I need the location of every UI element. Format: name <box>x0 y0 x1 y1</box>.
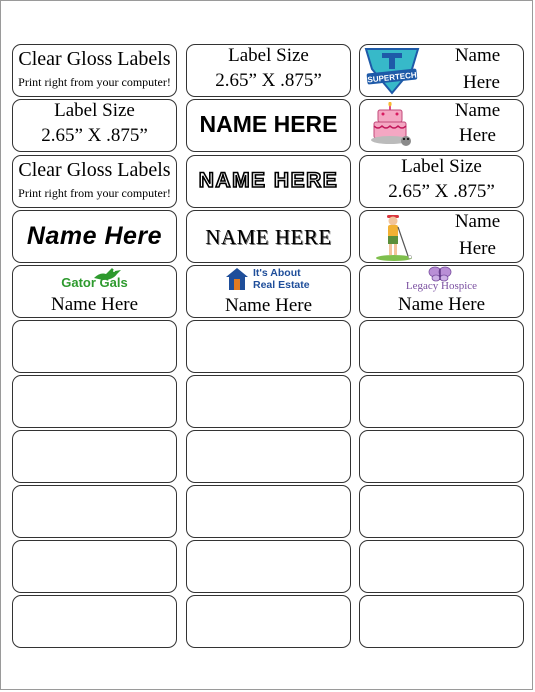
label-subtitle: Print right from your computer! <box>18 186 171 200</box>
label-r2c2[interactable] <box>359 155 524 208</box>
blank-label[interactable] <box>186 430 351 483</box>
label-r3c0[interactable] <box>12 210 177 263</box>
label-size-heading: Label Size <box>54 100 135 121</box>
label-size-heading: Label Size <box>401 156 482 177</box>
blank-label[interactable] <box>359 485 524 538</box>
blank-label[interactable] <box>186 595 351 648</box>
blank-label[interactable] <box>359 430 524 483</box>
label-title: Clear Gloss Labels <box>18 159 171 181</box>
superhero-shield-icon <box>364 47 420 95</box>
label-here: Here <box>459 238 496 259</box>
blank-label[interactable] <box>359 540 524 593</box>
label-name: Name Here <box>224 295 313 316</box>
birthday-cake-icon <box>370 102 414 150</box>
label-r1c2[interactable] <box>359 99 524 152</box>
label-r0c2[interactable] <box>359 44 524 97</box>
label-name: Name <box>454 100 501 121</box>
blank-label[interactable] <box>359 595 524 648</box>
label-name: Name <box>454 211 501 232</box>
blank-label[interactable] <box>12 595 177 648</box>
blank-label[interactable] <box>186 540 351 593</box>
label-name-script: Name Here <box>26 222 163 250</box>
label-r1c0[interactable] <box>12 99 177 152</box>
blank-label[interactable] <box>186 485 351 538</box>
blank-label[interactable] <box>186 375 351 428</box>
label-size-value: 2.65” X .875” <box>388 181 495 202</box>
label-r3c2[interactable] <box>359 210 524 263</box>
label-title: Clear Gloss Labels <box>18 48 171 70</box>
label-r2c0[interactable] <box>12 155 177 208</box>
label-name-bold: NAME HERE <box>199 111 338 137</box>
label-r1c1[interactable] <box>186 99 351 152</box>
label-size-value: 2.65” X .875” <box>41 125 148 146</box>
label-r3c1[interactable] <box>186 210 351 263</box>
hospice-logo-text: Legacy Hospice <box>405 280 478 292</box>
realestate-logo-line2: Real Estate <box>253 279 310 291</box>
superhero-logo-text: SUPERTECH <box>367 70 418 85</box>
label-r0c0[interactable] <box>12 44 177 97</box>
label-subtitle: Print right from your computer! <box>18 75 171 89</box>
blank-label[interactable] <box>12 485 177 538</box>
label-name-outline: NAME HERE <box>198 169 339 192</box>
label-size-value: 2.65” X .875” <box>215 70 322 91</box>
gator-logo-text: Gator Gals <box>61 275 128 290</box>
label-here: Here <box>459 125 496 146</box>
label-r2c1[interactable] <box>186 155 351 208</box>
label-r4c0[interactable] <box>12 265 177 318</box>
label-name: Name Here <box>397 294 486 315</box>
blank-label[interactable] <box>12 430 177 483</box>
label-name: Name <box>454 45 501 66</box>
label-r0c1[interactable] <box>186 44 351 97</box>
blank-label[interactable] <box>359 320 524 373</box>
house-icon <box>225 267 249 291</box>
label-name: Name Here <box>50 294 139 315</box>
label-here: Here <box>463 72 500 93</box>
blank-label[interactable] <box>12 320 177 373</box>
realestate-logo-line1: It's About <box>253 267 301 279</box>
label-size-heading: Label Size <box>228 45 309 66</box>
blank-label[interactable] <box>12 375 177 428</box>
label-r4c2[interactable] <box>359 265 524 318</box>
blank-label[interactable] <box>186 320 351 373</box>
golfer-icon <box>374 213 414 261</box>
blank-label[interactable] <box>359 375 524 428</box>
blank-label[interactable] <box>12 540 177 593</box>
label-r4c1[interactable] <box>186 265 351 318</box>
label-name-distressed: NAME HERE <box>205 225 332 249</box>
